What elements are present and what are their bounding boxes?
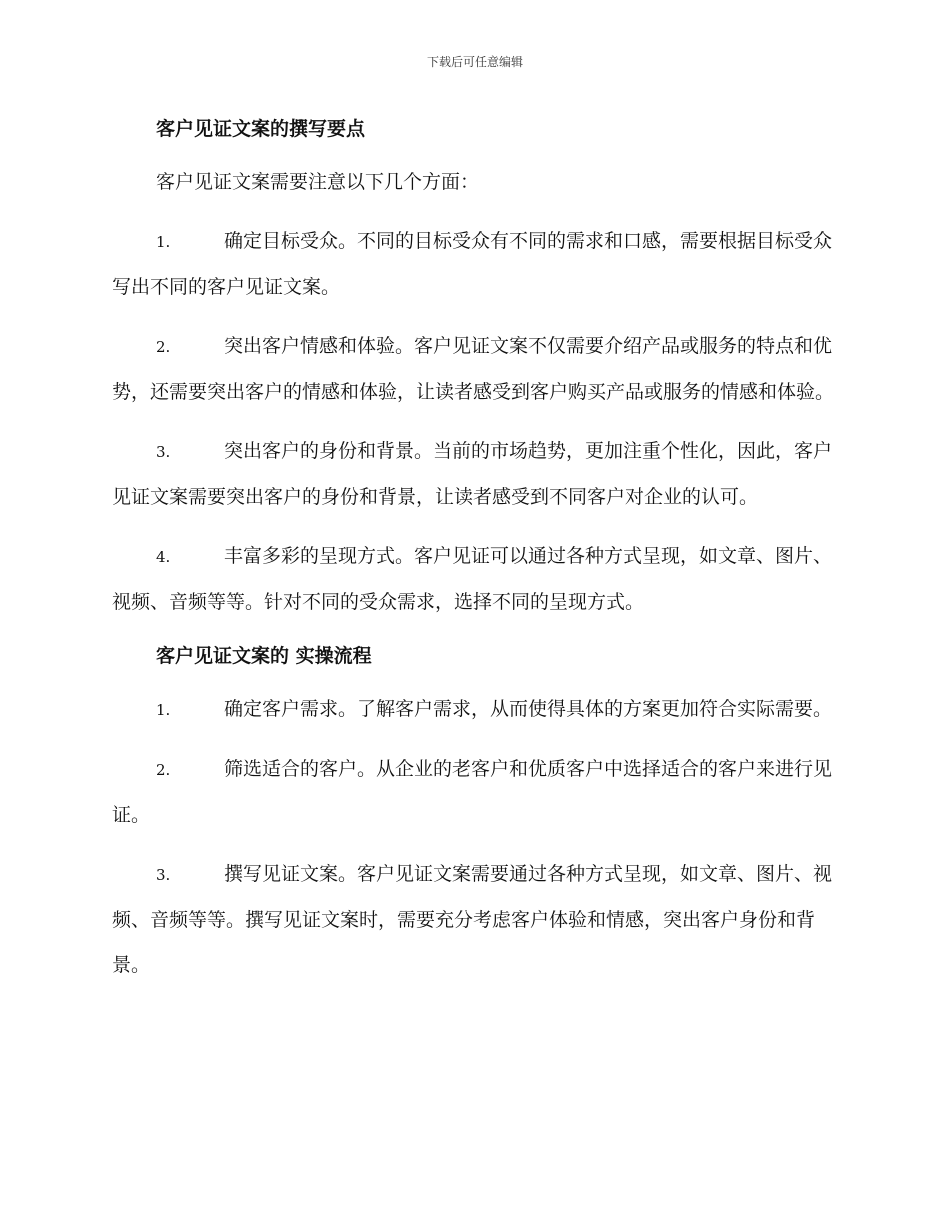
list-item-text: 确定客户需求。了解客户需求，从而使得具体的方案更加符合实际需要。 — [224, 698, 833, 720]
list-item — [112, 534, 836, 625]
list-item — [112, 429, 836, 520]
list-item-text: 突出客户的身份和背景。当前的市场趋势，更加注重个性化，因此，客户见证文案需要突出客户的身份和背景，让读者感受到不同客户对企业的认可。 — [112, 440, 833, 508]
list-item-text: 撰写见证文案。客户见证文案需要通过各种方式呈现，如文章、图片、视频、音频等等。撰写见证文案时，需要充分考虑客户体验和情感，突出客户身份和背景。 — [112, 863, 833, 976]
section-title-workflow: 客户见证文案的 实操流程 — [156, 645, 372, 667]
list-item — [112, 324, 836, 415]
list-item-text: 突出客户情感和体验。客户见证文案不仅需要介绍产品或服务的特点和优势，还需要突出客户的情感和体验，让读者感受到客户购买产品或服务的情感和体验。 — [112, 335, 835, 403]
list-number: 1. — [156, 701, 171, 719]
list-item — [112, 219, 836, 310]
list-number: 1. — [156, 233, 171, 251]
list-number: 3. — [156, 443, 171, 461]
list-item — [112, 747, 836, 838]
list-number: 4. — [156, 548, 171, 566]
list-number: 2. — [156, 761, 171, 779]
page-header: 下载后可任意编辑 — [426, 55, 523, 69]
list-number: 3. — [156, 866, 171, 884]
list-item — [112, 852, 836, 988]
list-item-text: 筛选适合的客户。从企业的老客户和优质客户中选择适合的客户来进行见证。 — [112, 758, 833, 826]
section-title-key-points: 客户见证文案的撰写要点 — [156, 118, 366, 140]
list-item-text: 确定目标受众。不同的目标受众有不同的需求和口感，需要根据目标受众写出不同的客户见证文案。 — [112, 230, 833, 298]
intro-paragraph: 客户见证文案需要注意以下几个方面： — [156, 171, 480, 193]
document-body — [112, 112, 836, 988]
list-item-text: 丰富多彩的呈现方式。客户见证可以通过各种方式呈现，如文章、图片、视频、音频等等。针对不同的受众需求，选择不同的呈现方式。 — [112, 545, 833, 613]
list-number: 2. — [156, 338, 171, 356]
list-item — [112, 687, 836, 733]
